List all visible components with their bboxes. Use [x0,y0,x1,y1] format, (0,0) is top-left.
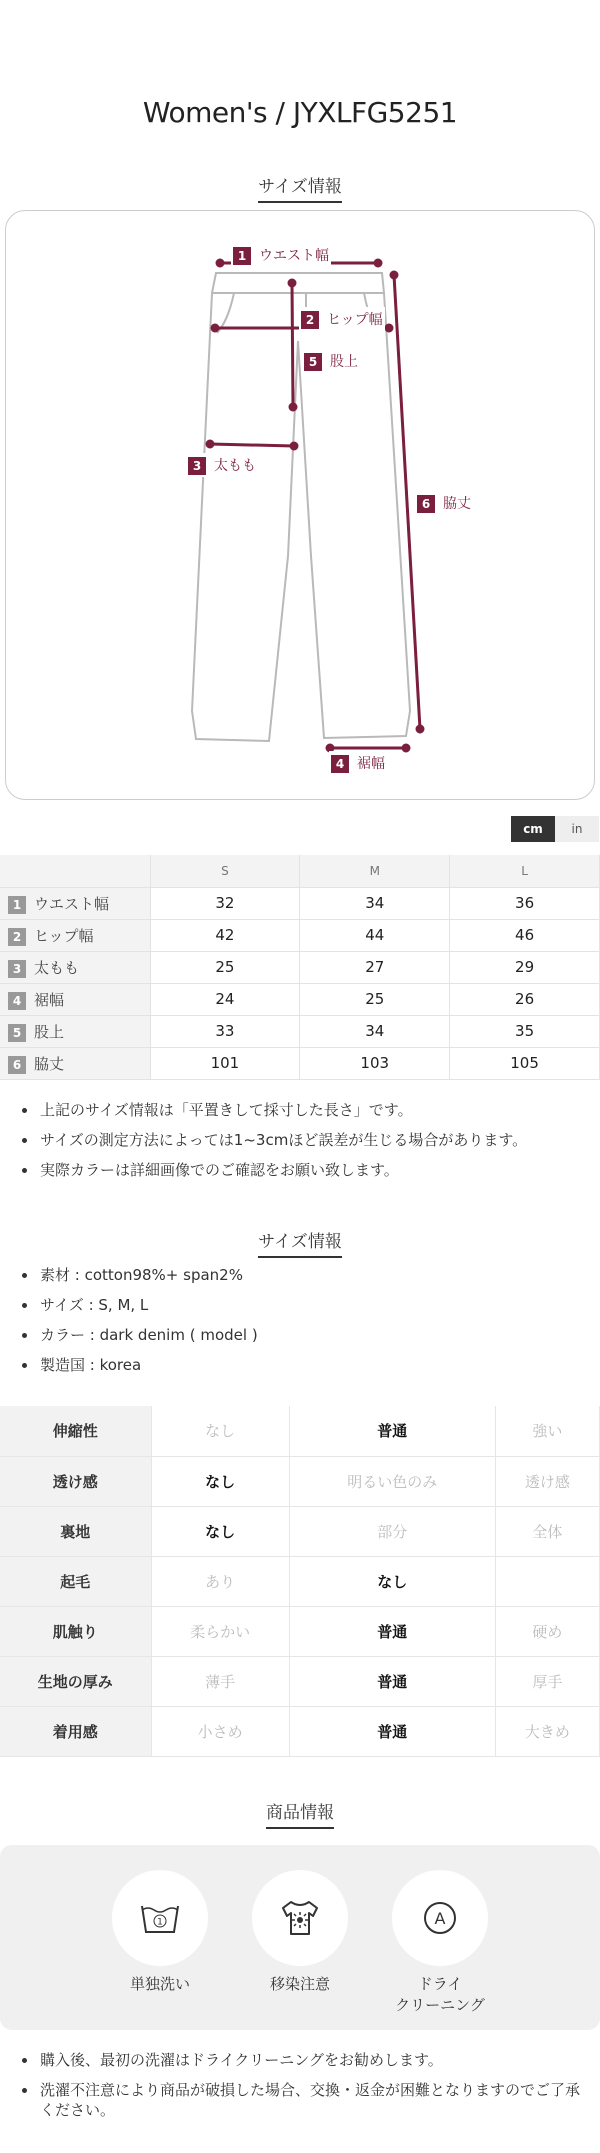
list-item: 洗濯不注意により商品が破損した場合、交換・返金が困難となりますのでご了承ください。 [20,2080,590,2120]
table-cell: 101 [150,1047,300,1079]
table-row [0,1456,600,1506]
list-item: 上記のサイズ情報は「平置きして採寸した長さ」です。 [20,1100,590,1120]
list-item: カラー : dark denim ( model ) [20,1325,590,1345]
table-cell: 柔らかい [151,1606,289,1656]
care-notes-list [20,2050,590,2130]
label-text: ウエスト幅 [259,248,329,264]
row-label-text: 太もも [34,958,80,977]
header-blank [0,855,150,887]
care-label: 単独洗い [129,1975,190,1993]
row-label: 透け感 [0,1456,151,1506]
table-cell-selected: なし [151,1506,289,1556]
table-cell: 32 [150,887,300,919]
detail-list [20,1265,590,1385]
list-item: サイズの測定方法によっては1~3cmほど誤差が生じる場合があります。 [20,1130,590,1150]
table-cell-selected: 普通 [289,1606,495,1656]
table-row [0,1015,600,1047]
label-text: ヒップ幅 [327,312,383,328]
size-table-header [0,855,600,887]
table-row [0,887,600,919]
unit-toggle [511,816,599,842]
diagram-label-thigh [186,453,258,477]
care-label: 移染注意 [269,1975,330,1993]
row-label-text: 脇丈 [34,1054,65,1073]
table-cell: 42 [150,919,300,951]
row-label: 伸縮性 [0,1406,151,1456]
table-cell: なし [151,1406,289,1456]
pants-measurement-diagram [5,210,595,800]
row-label-text: ウエスト幅 [34,894,110,913]
care-label-line: ドライ [417,1975,463,1993]
table-cell: 105 [450,1047,600,1079]
table-cell: 103 [300,1047,450,1079]
list-item: 素材 : cotton98%+ span2% [20,1265,590,1285]
table-cell: 34 [300,887,450,919]
label-number-badge: 5 [304,353,322,371]
care-panel [0,1845,600,2030]
list-item: 購入後、最初の洗濯はドライクリーニングをお勧めします。 [20,2050,590,2070]
header-size-l: L [450,855,600,887]
diagram-label-hip [299,307,385,331]
table-row [0,1406,600,1456]
table-cell: 34 [300,1015,450,1047]
label-text: 裾幅 [357,756,385,772]
table-cell-selected: 普通 [289,1656,495,1706]
row-number-badge: 4 [8,992,26,1010]
row-number-badge: 1 [8,896,26,914]
table-row [0,1506,600,1556]
table-row [0,919,600,951]
detail-section-title: サイズ情報 [258,1227,342,1258]
product-section-title: 商品情報 [266,1798,334,1829]
header-size-s: S [150,855,300,887]
table-cell: 強い [495,1406,599,1456]
table-cell: 27 [300,951,450,983]
diagram-label-outseam [415,491,473,515]
row-label [0,983,150,1015]
hand-wash-icon [112,1870,208,1966]
row-label [0,1015,150,1047]
table-cell: 明るい色のみ [289,1456,495,1506]
table-cell [495,1556,599,1606]
table-cell-selected: 普通 [289,1706,495,1756]
table-cell: 46 [450,919,600,951]
table-cell: 小さめ [151,1706,289,1756]
table-row [0,1556,600,1606]
row-number-badge: 5 [8,1024,26,1042]
care-label-line: クリーニング [395,1996,485,2014]
label-number-badge: 4 [331,755,349,773]
row-label: 起毛 [0,1556,151,1606]
label-number-badge: 3 [188,457,206,475]
table-cell: 44 [300,919,450,951]
product-section-heading [0,1798,600,1829]
table-cell: 全体 [495,1506,599,1556]
table-cell-selected: 普通 [289,1406,495,1456]
row-label-text: 股上 [34,1022,65,1041]
label-number-badge: 2 [301,311,319,329]
label-number-badge: 1 [233,247,251,265]
table-row [0,1606,600,1656]
label-number-badge: 6 [417,495,435,513]
table-row [0,983,600,1015]
row-label [0,919,150,951]
header-size-m: M [300,855,450,887]
color-transfer-icon [252,1870,348,1966]
row-number-badge: 2 [8,928,26,946]
size-notes-list [20,1100,590,1190]
list-item: 製造国 : korea [20,1355,590,1375]
fabric-feel-table [0,1406,600,1757]
table-cell: 大きめ [495,1706,599,1756]
row-label-text: ヒップ幅 [34,926,94,945]
pants-outline-graphic [6,211,596,801]
table-cell-selected: なし [289,1556,495,1606]
svg-text:1: 1 [157,1917,163,1928]
product-title: Women's / JYXLFG5251 [142,96,458,129]
row-label [0,1047,150,1079]
table-cell: 25 [300,983,450,1015]
table-row [0,1047,600,1079]
table-row [0,1656,600,1706]
care-item-color-transfer [240,1870,360,1995]
dry-clean-icon [392,1870,488,1966]
table-cell: 33 [150,1015,300,1047]
table-cell: 部分 [289,1506,495,1556]
table-row [0,1706,600,1756]
row-label: 生地の厚み [0,1656,151,1706]
diagram-label-rise [302,349,360,373]
table-cell: 薄手 [151,1656,289,1706]
table-cell: 35 [450,1015,600,1047]
size-section-heading [0,172,600,203]
care-item-hand-wash [100,1870,220,1995]
table-cell: 26 [450,983,600,1015]
row-label: 肌触り [0,1606,151,1656]
table-cell: 硬め [495,1606,599,1656]
row-label: 裏地 [0,1506,151,1556]
row-label: 着用感 [0,1706,151,1756]
svg-text:A: A [434,1909,446,1928]
list-item: サイズ : S, M, L [20,1295,590,1315]
care-label [380,1974,500,2016]
list-item: 実際カラーは詳細画像でのご確認をお願い致します。 [20,1160,590,1180]
label-text: 股上 [330,354,358,370]
table-cell: あり [151,1556,289,1606]
diagram-label-hem [329,751,387,775]
care-item-dry-clean [380,1870,500,2016]
label-text: 脇丈 [443,496,471,512]
row-number-badge: 3 [8,960,26,978]
table-cell: 厚手 [495,1656,599,1706]
table-row [0,951,600,983]
size-table [0,855,600,1080]
unit-in-button[interactable]: in [555,816,599,842]
row-label [0,951,150,983]
detail-section-heading [0,1227,600,1258]
unit-cm-button[interactable]: cm [511,816,555,842]
table-cell: 25 [150,951,300,983]
row-number-badge: 6 [8,1056,26,1074]
table-cell: 29 [450,951,600,983]
diagram-label-waist [231,243,331,267]
size-section-title: サイズ情報 [258,172,342,203]
table-cell: 24 [150,983,300,1015]
table-cell: 透け感 [495,1456,599,1506]
row-label-text: 裾幅 [34,990,65,1009]
row-label [0,887,150,919]
label-text: 太もも [214,458,256,474]
table-cell-selected: なし [151,1456,289,1506]
table-cell: 36 [450,887,600,919]
